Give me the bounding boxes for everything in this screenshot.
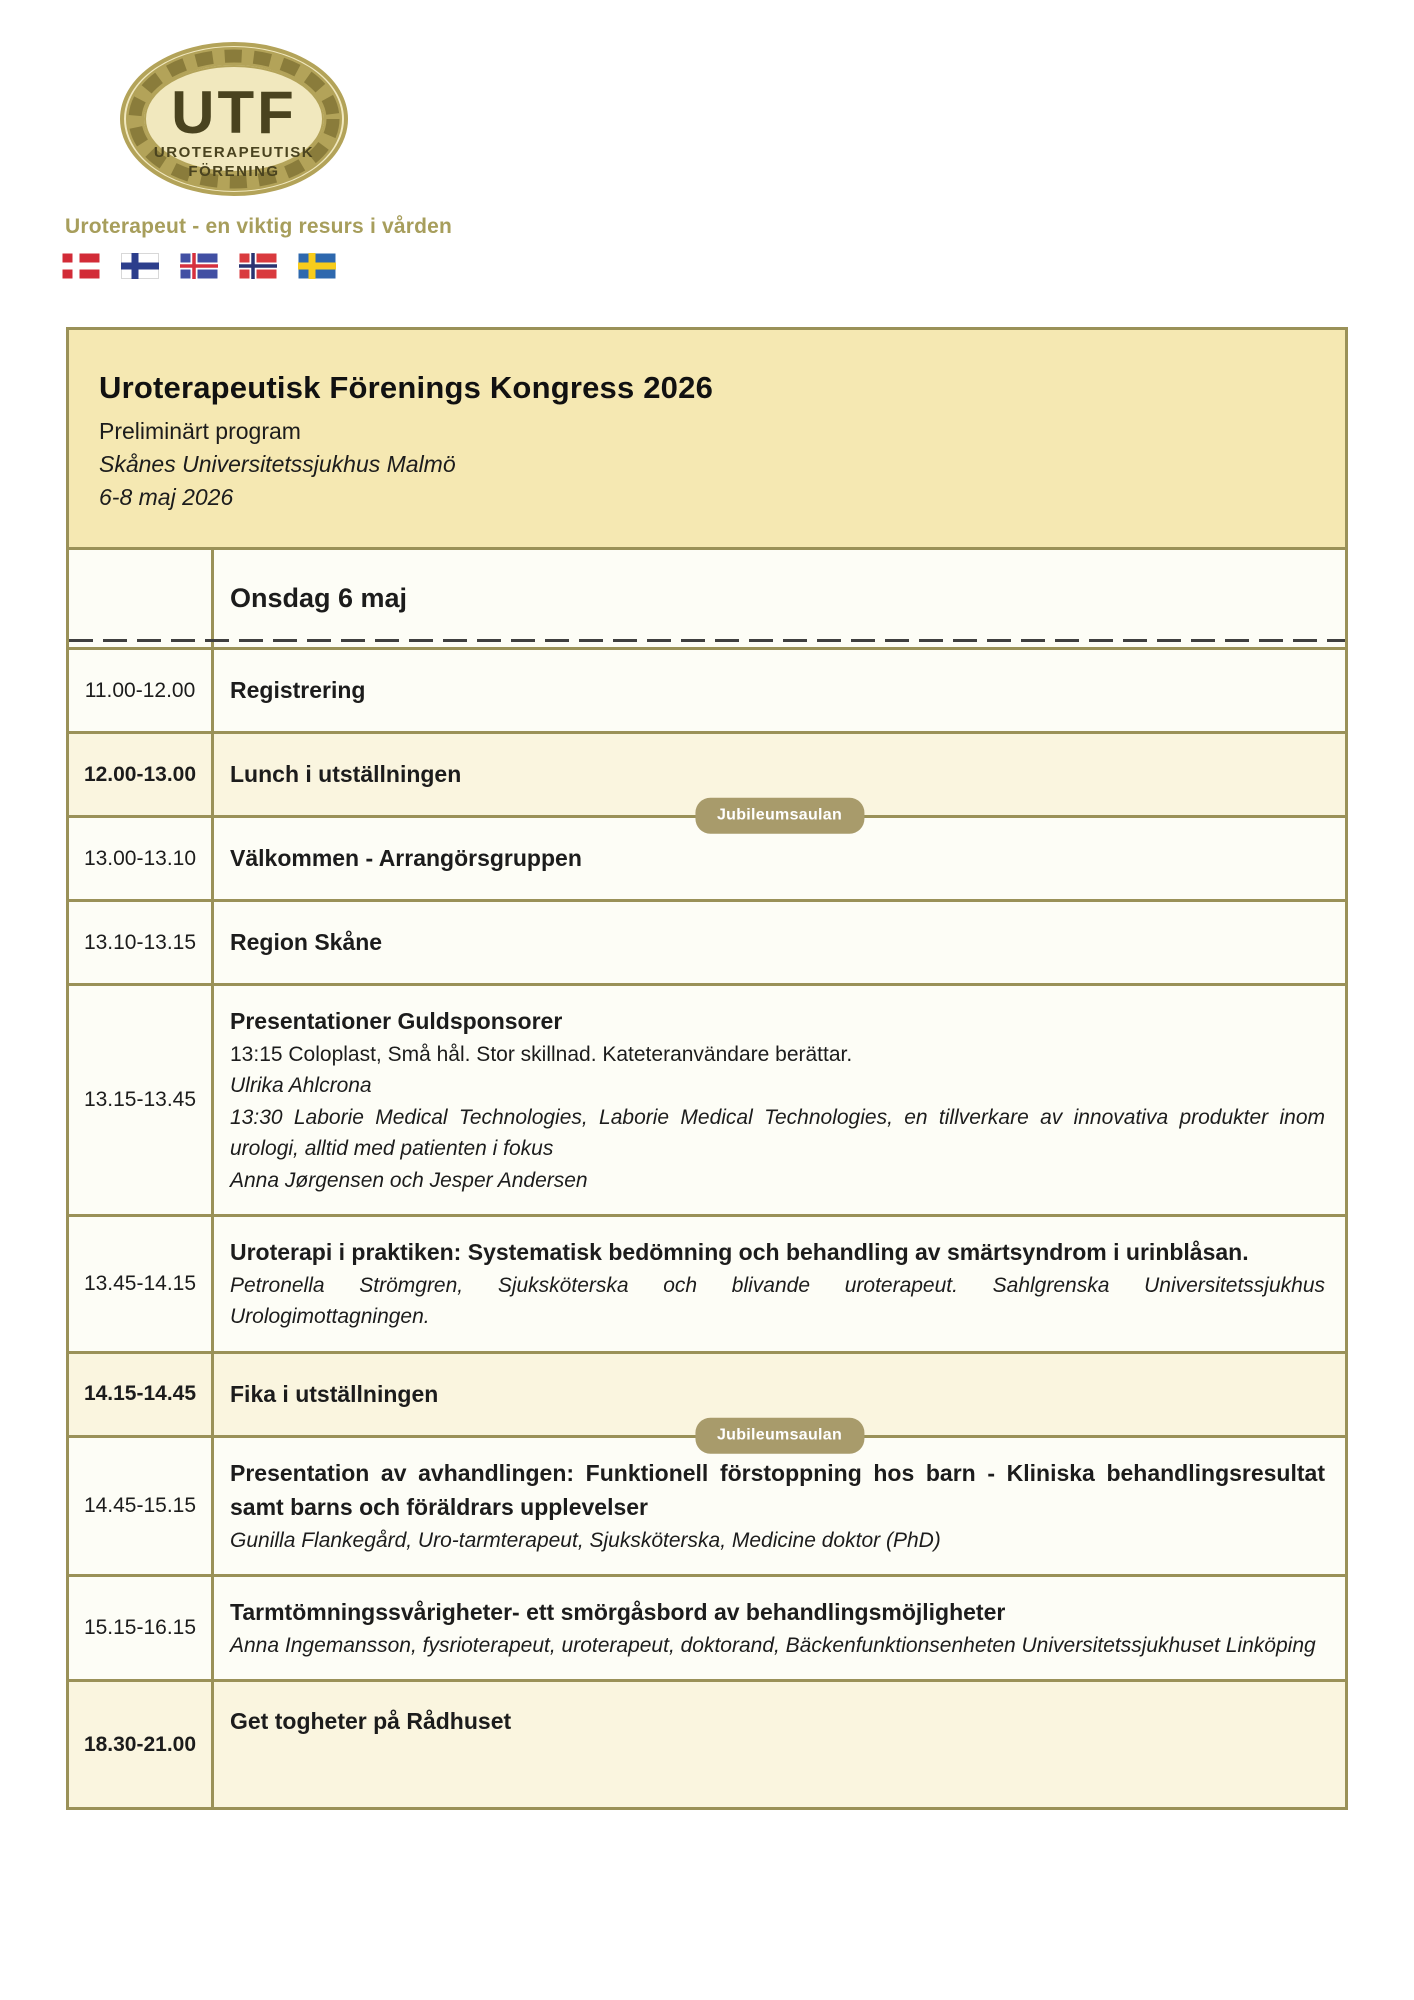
description-cell: [214, 1682, 1345, 1807]
flag-sweden-icon: [298, 253, 336, 279]
session-text: Ulrika Ahlcrona: [230, 1074, 372, 1097]
tagline: Uroterapeut - en viktig resurs i vården: [65, 215, 453, 238]
session-text: Petronella Strömgren, Sjuksköterska och blivande uroterapeut. Sahlgrenska Universitetssjukhus Urologimottagningen.: [230, 1273, 1325, 1328]
session-text: Presentationer Guldsponsorer: [230, 1008, 563, 1034]
day-header-row: [69, 547, 1345, 647]
description-cell: [214, 986, 1345, 1214]
description-cell: [214, 1577, 1345, 1679]
schedule-row: [69, 1435, 1345, 1575]
description-cell: [214, 1217, 1345, 1351]
program-dates: 6-8 maj 2026: [99, 484, 234, 510]
session-text: Tarmtömningssvårigheter- ett smörgåsbord av behandlingsmöjligheter: [230, 1599, 1006, 1625]
day-title-cell: [214, 550, 1345, 647]
description-cell: [214, 902, 1345, 983]
session-text: Get togheter på Rådhuset: [230, 1708, 512, 1734]
schedule-row: [69, 647, 1345, 731]
room-badge: Jubileumsaulan: [695, 1417, 864, 1453]
day-title: Onsdag 6 maj: [230, 583, 408, 613]
time-cell: 11.00-12.00: [69, 650, 214, 731]
logo-acronym: UTF: [171, 79, 297, 146]
time-cell: 14.15-14.45: [69, 1354, 214, 1435]
logo-area: [0, 0, 1414, 203]
program-table: [66, 327, 1348, 1810]
session-text: Välkommen - Arrangörsgruppen: [230, 845, 582, 872]
program-header-block: [69, 330, 1345, 547]
schedule-rows: [69, 647, 1345, 1807]
schedule-row: [69, 1679, 1345, 1807]
dashed-divider: [69, 639, 1345, 642]
program-subtitle: Preliminärt program: [99, 418, 301, 444]
session-text: Gunilla Flankegård, Uro-tarmterapeut, Sjuksköterska, Medicine doktor (PhD): [230, 1528, 941, 1552]
page-title: Uroterapeutisk Förenings Kongress 2026: [99, 370, 714, 405]
schedule-row: [69, 731, 1345, 824]
schedule-row: [69, 1574, 1345, 1679]
schedule-row: [69, 1351, 1345, 1444]
time-cell: 13.45-14.15: [69, 1217, 214, 1351]
time-cell: 13.00-13.10: [69, 818, 214, 899]
schedule-row: [69, 899, 1345, 983]
program-venue: Skånes Universitetssjukhus Malmö: [99, 451, 456, 477]
time-cell: 12.00-13.00: [69, 734, 214, 815]
session-text: Region Skåne: [230, 929, 383, 956]
flag-finland-icon: [121, 253, 159, 279]
time-cell: 13.15-13.45: [69, 986, 214, 1214]
logo-line1: UROTERAPEUTISK: [153, 144, 315, 161]
session-text: Registrering: [230, 677, 366, 704]
time-cell: 18.30-21.00: [69, 1682, 214, 1807]
session-text: Anna Ingemansson, fysrioterapeut, uroterapeut, doktorand, Bäckenfunktionsenheten Universitetssjukhuset Linköping: [230, 1633, 1316, 1657]
nordic-flags: [62, 253, 1414, 279]
time-cell: 13.10-13.15: [69, 902, 214, 983]
utf-logo-icon: [118, 40, 350, 198]
session-text: 13:15 Coloplast, Små hål. Stor skillnad. Kateteranvändare berättar.: [230, 1042, 853, 1066]
time-cell: 15.15-16.15: [69, 1577, 214, 1679]
flag-iceland-icon: [180, 253, 218, 279]
flag-denmark-icon: [62, 253, 100, 279]
time-cell: 14.45-15.15: [69, 1438, 214, 1575]
room-badge: Jubileumsaulan: [695, 798, 864, 834]
session-text: Uroterapi i praktiken: Systematisk bedömning och behandling av smärtsyndrom i urinblåsan.: [230, 1239, 1249, 1265]
flag-norway-icon: [239, 253, 277, 279]
schedule-row: [69, 983, 1345, 1214]
description-cell: [214, 1438, 1345, 1575]
session-text: 13:30 Laborie Medical Technologies, Laborie Medical Technologies, en tillverkare av innovativa produkter inom urologi, alltid med patienten i fokus: [230, 1105, 1325, 1160]
description-cell: [214, 650, 1345, 731]
session-text: Fika i utställningen: [230, 1380, 439, 1407]
session-text: Presentation av avhandlingen: Funktionell förstoppning hos barn - Kliniska behandlingsresultat samt barns och föräldrars upplevelser: [230, 1459, 1325, 1520]
schedule-row: [69, 1214, 1345, 1351]
session-text: Lunch i utställningen: [230, 761, 462, 788]
logo-line2: FÖRENING: [188, 163, 280, 180]
day-empty-time-cell: [69, 550, 214, 647]
session-text: Anna Jørgensen och Jesper Andersen: [230, 1168, 588, 1192]
